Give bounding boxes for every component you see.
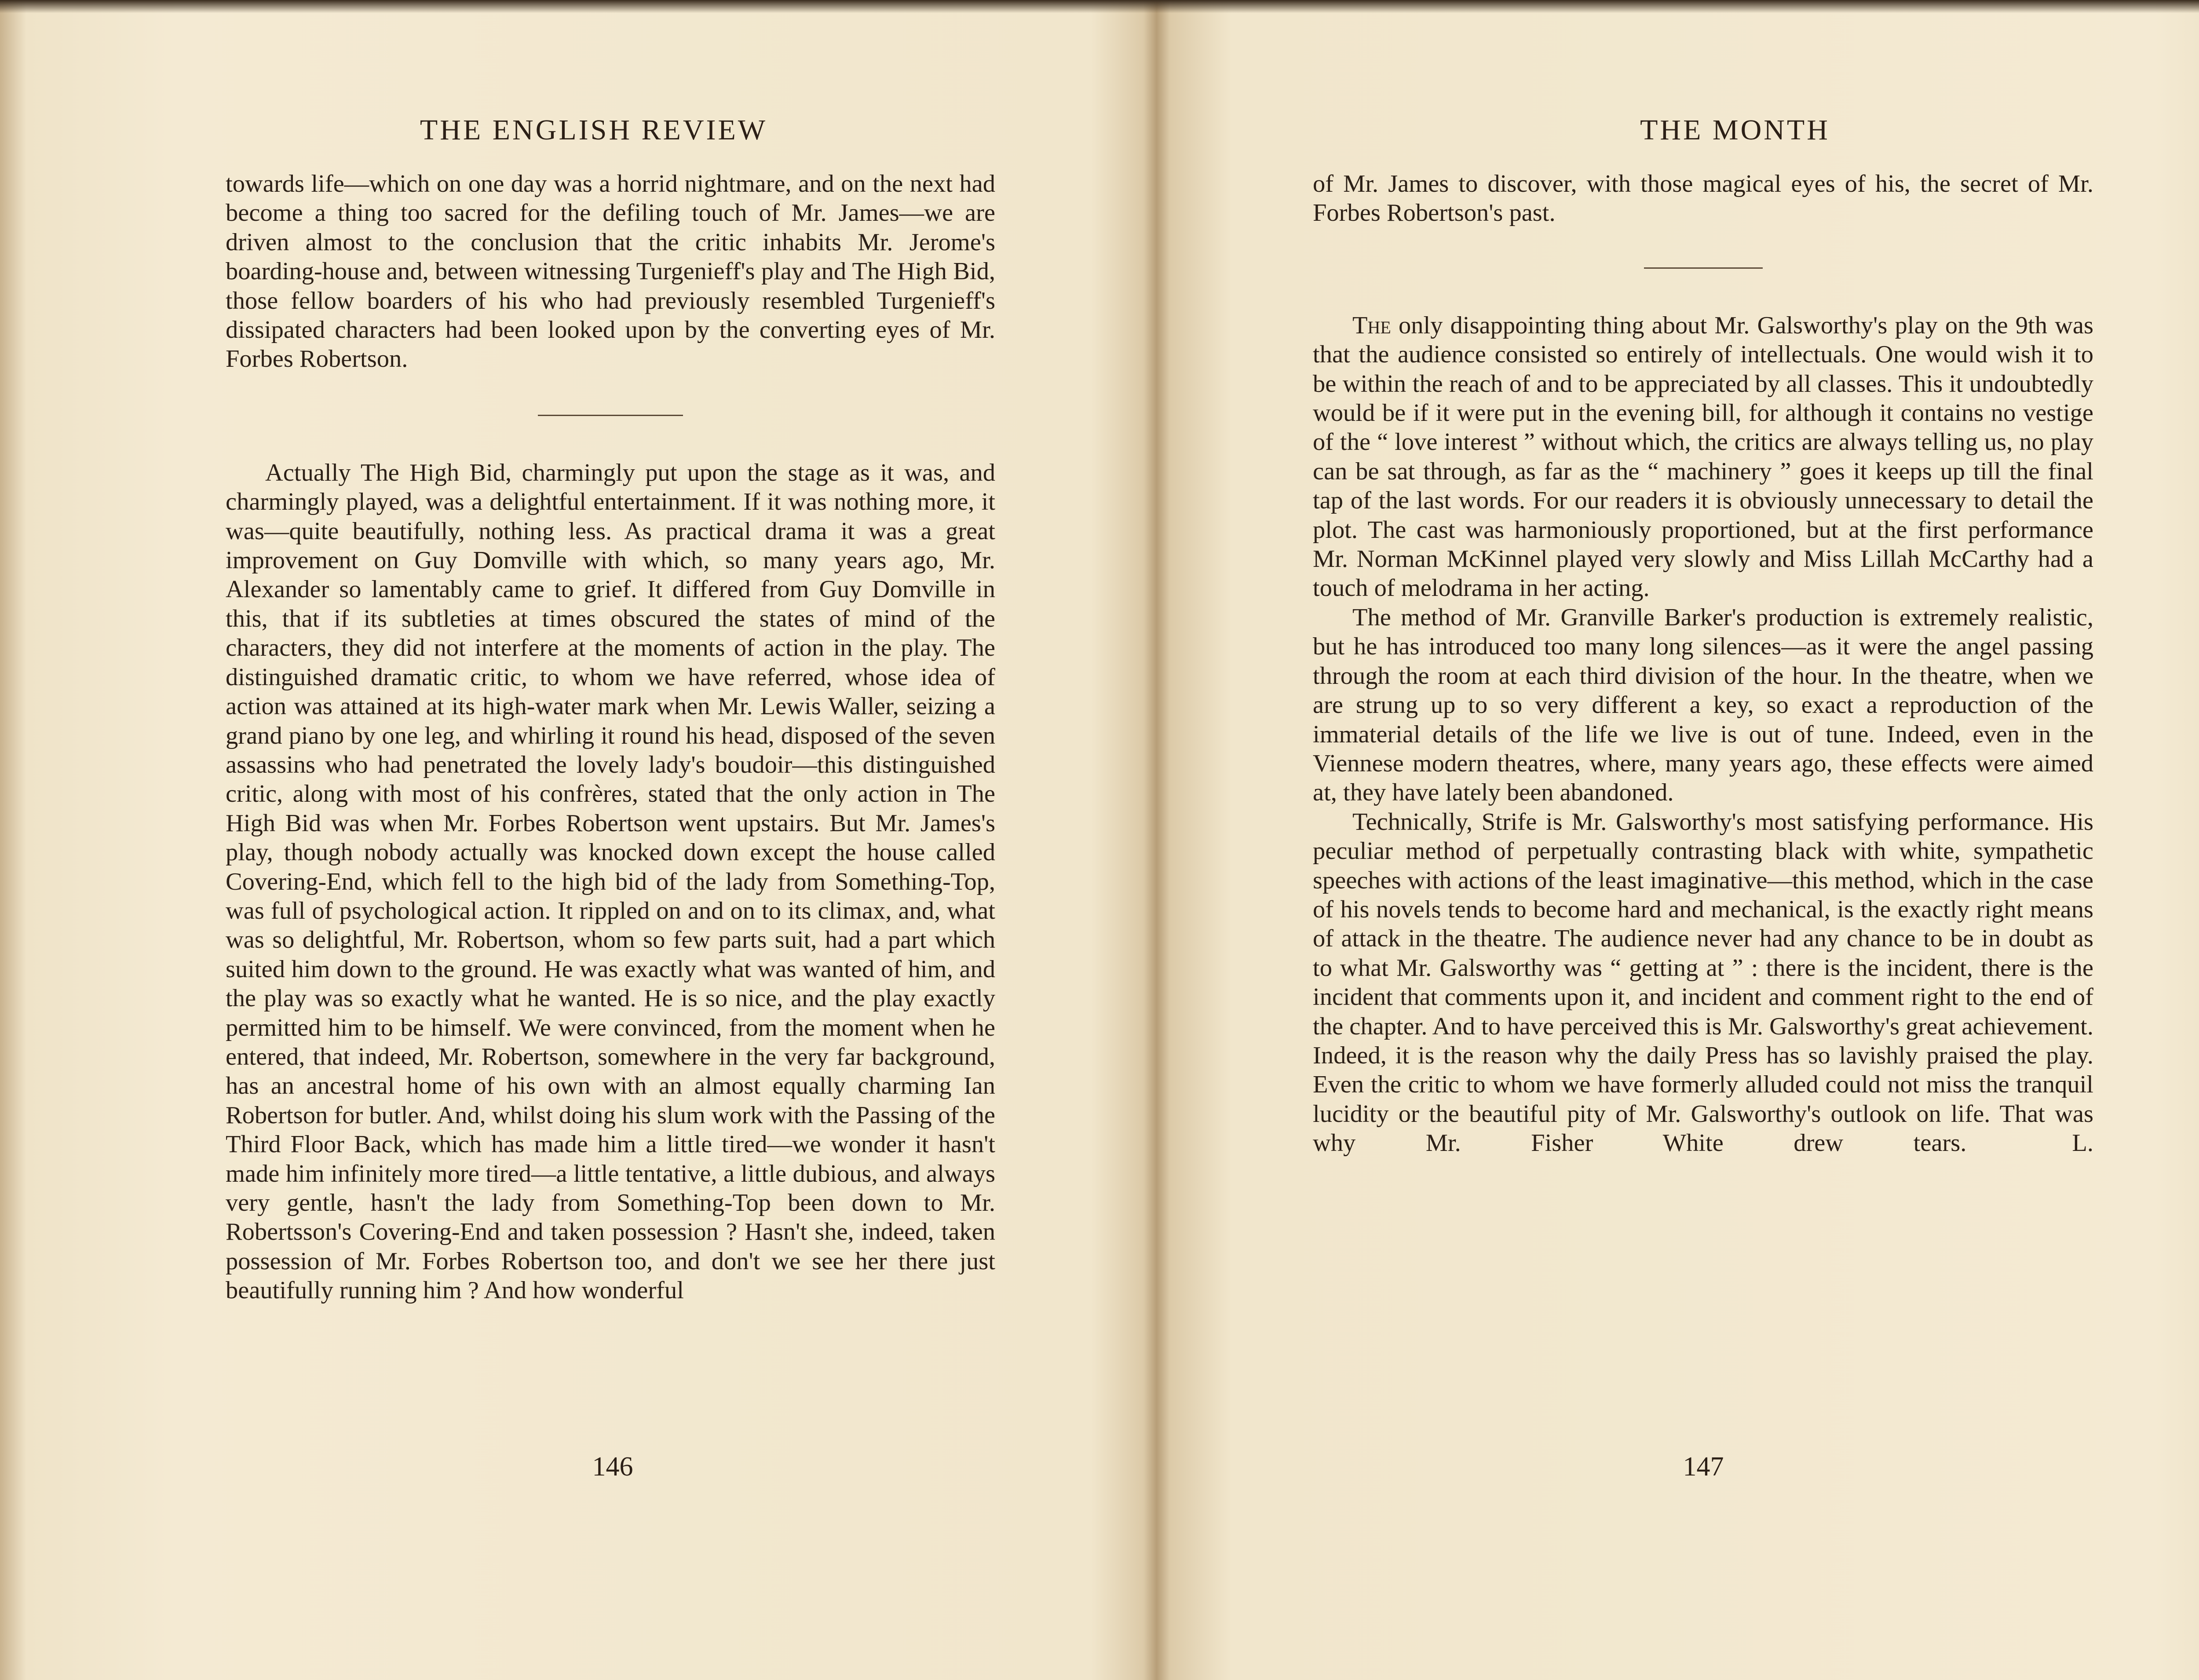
paragraph-body: Technically, Strife is Mr. Galsworthy's most satisfying performance. His peculiar method of perpetually contrasting black with white, sympathetic speeches with actions of the least imaginative—this method, which in the case of his novels tends to become hard and mechanical, is the exactly right means of attack in the theatre. The audience never had any chance to be in doubt as to what Mr. Galsworthy was “ getting at ” : there is the incident, there is the incident that comments upon it, and incident and comment right to the end of the chapter. And to have perceived this is Mr. Galsworthy's great achievement. Indeed, it is the reason why the daily Press has so lavishly praised the play. Even the critic to whom we have formerly alluded could not miss the tranquil lucidity or the beautiful pity of Mr. Galsworthy's outlook on life. That was why Mr. Fisher White drew tears. — [1313, 808, 2093, 1157]
right-text-column — [1313, 169, 2093, 1158]
paragraph-body: only disappointing thing about Mr. Galsworthy's play on the 9th was that the audience consisted so entirely of intellectuals. One would wish it to be within the reach of and to be appreciated by all classes. This it undoubtedly would be if it were put in the evening bill, for although it contains no vestige of the “ love interest ” without which, the critics are always telling us, no play can be sat through, as far as the “ machinery ” goes it keeps up till the final tap of the last words. For our readers it is obviously unnecessary to detail the plot. The cast was harmoniously proportioned, but at the first performance Mr. Norman McKinnel played very slowly and Miss Lillah McCarthy had a touch of melodrama in her acting. — [1313, 311, 2093, 602]
lead-word: The — [1352, 311, 1391, 339]
page-number: 147 — [1683, 1452, 1724, 1482]
running-head: THE MONTH — [1640, 114, 1830, 146]
page-number: 146 — [592, 1452, 633, 1482]
paragraph: of Mr. James to discover, with those magical eyes of his, the secret of Mr. Forbes Robertson's past. — [1313, 170, 2093, 227]
running-head: THE ENGLISH REVIEW — [420, 114, 768, 146]
paragraph: towards life—which on one day was a horrid nightmare, and on the next had become a thing too sacred for the defiling touch of Mr. James—we are driven almost to the conclusion that the critic inhabits Mr. Jerome's boarding-house and, between witnessing Turgenieff's play and The High Bid, those fellow boarders of his who had previously resembled Turgenieff's dissipated characters had been looked upon by the converting eyes of Mr. Forbes Robertson. — [226, 170, 995, 373]
left-text-column — [226, 169, 995, 1305]
signature: L. — [2072, 1129, 2093, 1157]
paragraph — [1313, 311, 2093, 603]
paragraph: Actually The High Bid, charmingly put upon the stage as it was, and charmingly played, was a delightful entertainment. If it was nothing more, it was—quite beautifully, nothing less. As practical drama it was a great improvement on Guy Domville with which, so many years ago, Mr. Alexander so lamentably came to grief. It differed from Guy Domville in this, that if its subtleties at times obscured the states of mind of the characters, they did not interfere at the moments of action in the play. The distinguished dramatic critic, to whom we have referred, whose idea of action was attained at its high-water mark when Mr. Lewis Waller, seizing a grand piano by one leg, and whirling it round his head, disposed of the seven assassins who had penetrated the lovely lady's boudoir—this distinguished critic, along with most of his confrères, stated that the only action in The High Bid was when Mr. Forbes Robertson went upstairs. But Mr. James's play, though nobody actually was knocked down except the house called Covering-End, which fell to the high bid of the lady from Something-Top, was full of psychological action. It rippled on and on to its climax, and, what was so delightful, Mr. Robertson, whom so few parts suit, had a part which suited him down to the ground. He was exactly what was wanted of him, and the play was so exactly what he wanted. He is so nice, and the play exactly permitted him to be himself. We were convinced, from the moment when he entered, that indeed, Mr. Robertson, somewhere in the very far background, has an ancestral home of his own with an almost equally charming Ian Robertson for butler. And, whilst doing his slum work with the Passing of the Third Floor Back, which has made him a little tired—we wonder it hasn't made him infinitely more tired—a little tentative, a little dubious, and always very gentle, hasn't the lady from Something-Top been down to Mr. Robertsson's Covering-End and taken possession ? Hasn't she, indeed, taken possession of Mr. Forbes Robertson too, and don't we see her there just beautifully running him ? And how wonderful — [226, 459, 995, 1304]
right-page — [1157, 0, 2199, 1680]
paragraph: The method of Mr. Granville Barker's production is extremely realistic, but he has introduced too many long silences—as it were the angel passing through the room at each third division of the hour. In the theatre, when we are strung up to so very different a key, so exact a reproduction of the immaterial details of the life we live is out of tune. Indeed, even in the Viennese modern theatres, where, many years ago, these effects were aimed at, they have lately been abandoned. — [1313, 603, 2093, 807]
paragraph — [1313, 807, 2093, 1158]
